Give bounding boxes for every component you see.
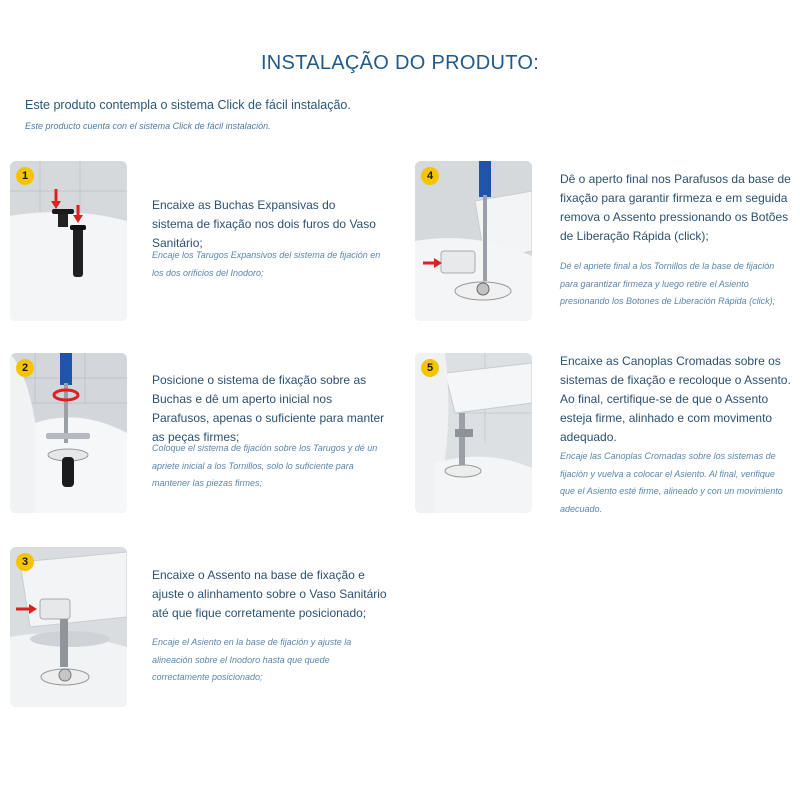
step-5-text-pt: Encaixe as Canoplas Cromadas sobre os sistemas de fixação e recoloque o Assento. Ao final, certifique-se de que o Assento esteja firme, alinhado e com movimento adequado. [560, 354, 791, 444]
step-1-text-es: Encaje los Tarugos Expansivos del sistema de fijación en los dos orificios del Inodoro; [152, 250, 381, 278]
intro-text-es: Este producto cuenta con el sistema Click de fácil instalación. [25, 121, 271, 131]
step-1-illustration [10, 161, 127, 321]
step-5-badge: 5 [421, 359, 439, 377]
step-3-photo [10, 547, 127, 707]
step-1-badge: 1 [16, 167, 34, 185]
step-2-illustration [10, 353, 127, 513]
intro-text-pt: Este produto contempla o sistema Click de fácil instalação. [25, 98, 351, 112]
step-4-text-es: Dé el apriete final a los Tornillos de la base de fijación para garantizar firmeza y luego retire el Asiento presionando los Botones de Liberación Rápida (click); [560, 261, 776, 306]
step-4-illustration [415, 161, 532, 321]
page-title: INSTALAÇÃO DO PRODUTO: [260, 52, 540, 74]
step-2-text-pt: Posicione o sistema de fixação sobre as Buchas e dê um aperto inicial nos Parafusos, apenas o suficiente para manter as peças firmes; [152, 373, 385, 444]
step-5-photo [415, 353, 532, 513]
step-4-photo [415, 161, 532, 321]
step-3-text-es: Encaje el Asiento en la base de fijación y ajuste la alineación sobre el Inodoro hasta que quede correctamente posicionado; [152, 637, 352, 682]
step-4-badge: 4 [421, 167, 439, 185]
step-1-photo [10, 161, 127, 321]
step-2-badge: 2 [16, 359, 34, 377]
step-2-text-es: Coloque el sistema de fijación sobre los Tarugos y dé un apriete inicial a los Tornillos, solo lo suficiente para mantener las piezas firmes; [152, 443, 378, 488]
step-5-text-es: Encaje las Canoplas Cromadas sobre los sistemas de fijación y vuelva a colocar el Asiento. Al final, verifique que el Asiento esté firme, alineado y con un movimiento adecuado. [560, 451, 783, 514]
step-5-illustration [415, 353, 532, 513]
step-1-text-pt: Encaixe as Buchas Expansivas do sistema de fixação nos dois furos do Vaso Sanitário; [152, 198, 376, 250]
step-3-illustration [10, 547, 127, 707]
step-3-badge: 3 [16, 553, 34, 571]
step-2-photo [10, 353, 127, 513]
step-4-text-pt: Dê o aperto final nos Parafusos da base de fixação para garantir firmeza e em seguida remova o Assento pressionando os Botões de Liberação Rápida (click); [560, 172, 791, 243]
step-3-text-pt: Encaixe o Assento na base de fixação e ajuste o alinhamento sobre o Vaso Sanitário até que fique corretamente posicionado; [152, 568, 387, 620]
